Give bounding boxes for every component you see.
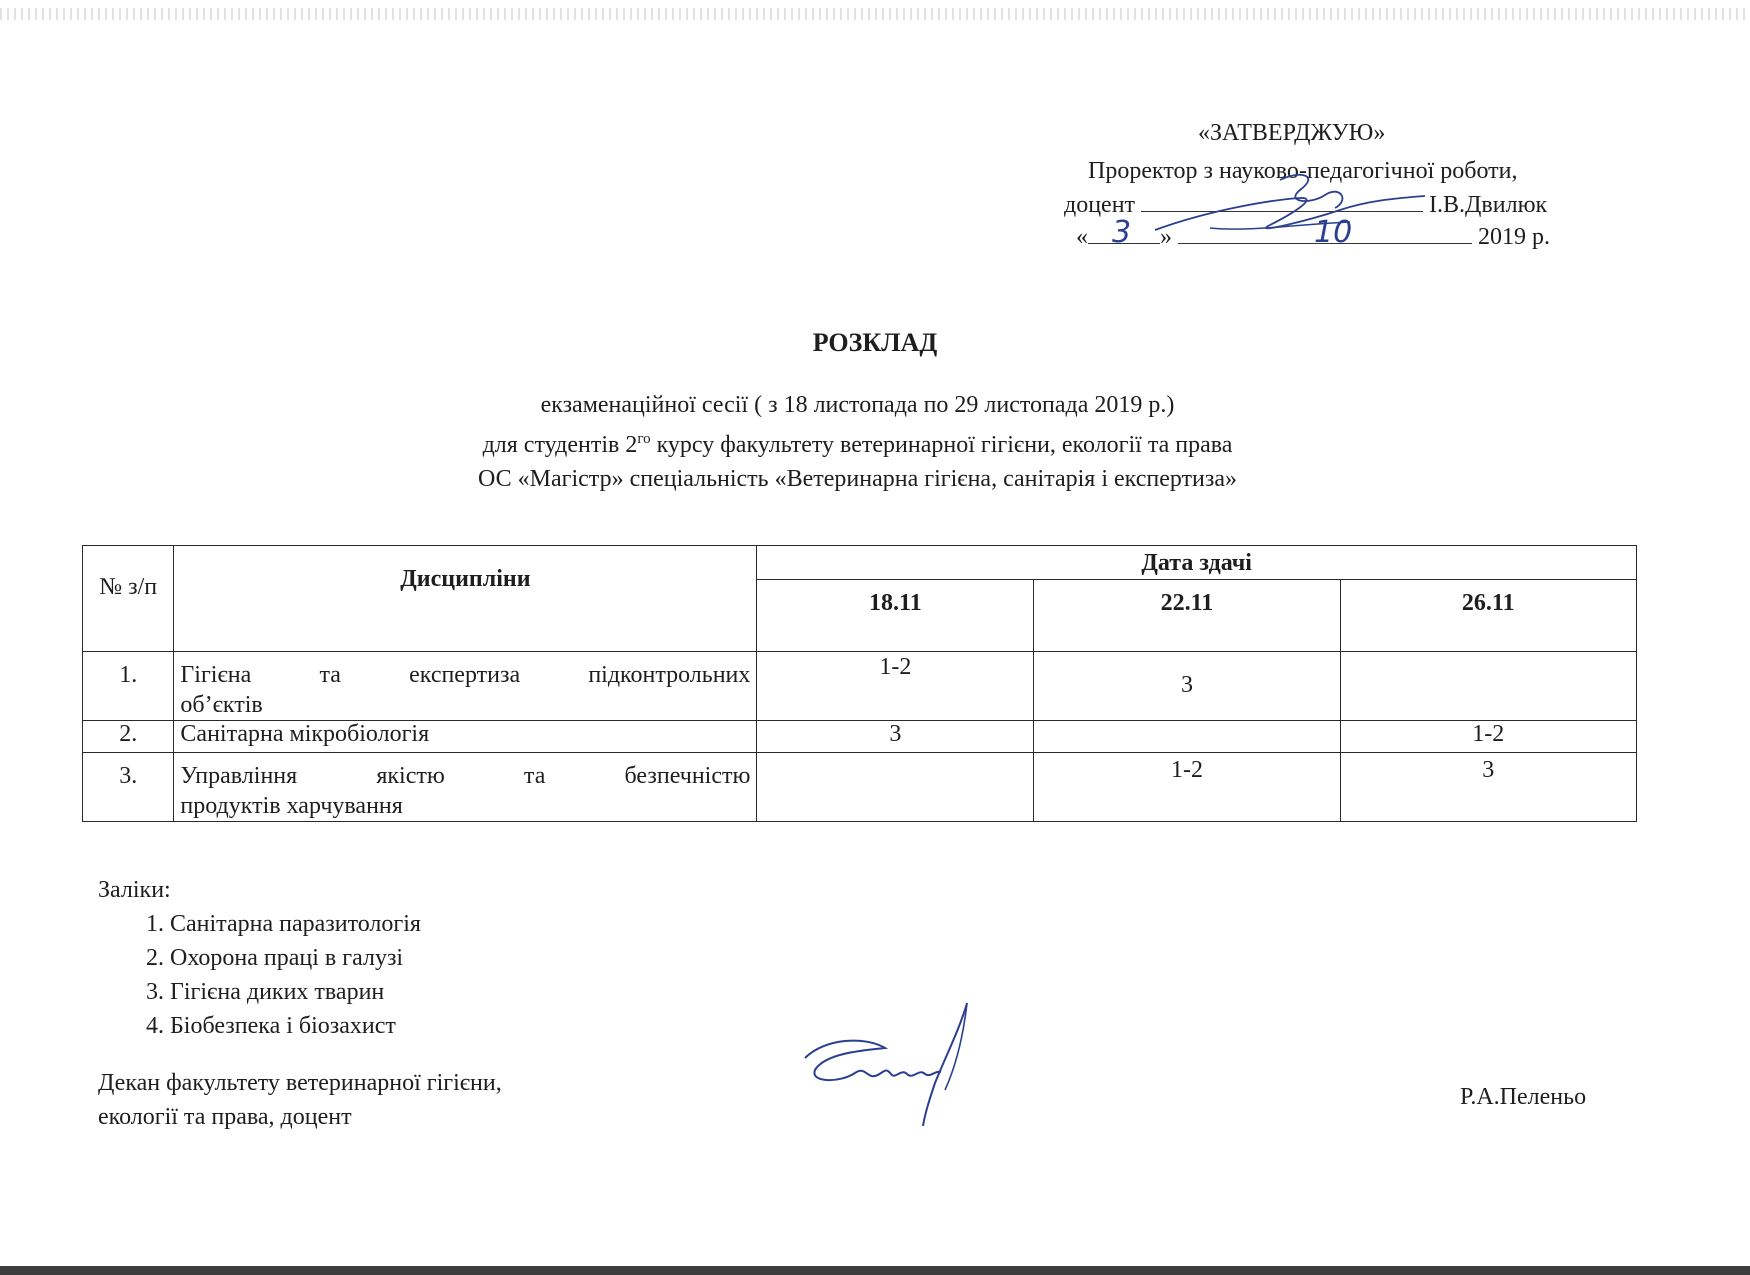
dean-signature-image (795, 998, 985, 1128)
row-discipline (174, 652, 757, 721)
subtitle-line-2 (0, 422, 1715, 462)
row-number: 3. (83, 753, 174, 822)
row-date-1 (757, 753, 1034, 822)
header-disciplines: Дисципліни (174, 546, 757, 652)
row-date-3: 1-2 (1340, 721, 1636, 753)
header-date: Дата здачі (757, 546, 1637, 580)
credits-item: 4. Біобезпека і біозахист (170, 1009, 421, 1043)
row-number: 1. (83, 652, 174, 721)
credits-item: 1. Санітарна паразитологія (170, 907, 421, 941)
scan-edge-top (0, 8, 1750, 20)
approval-position: Проректор з науково-педагогічної роботи, (1088, 158, 1518, 184)
row-discipline-line-1: Гігієна та експертиза підконтрольних (180, 662, 751, 688)
document-subtitle (0, 388, 1715, 496)
date-open-quote: « (1076, 224, 1088, 250)
subtitle-line-2-text: курсу факультету ветеринарної гігієни, екології та права (656, 432, 1233, 458)
dean-block (98, 1066, 502, 1134)
dean-title-line-2: екології та права, доцент (98, 1104, 352, 1130)
subtitle-line-3: ОС «Магістр» спеціальність «Ветеринарна гігієна, санітарія і експертиза» (478, 466, 1237, 492)
header-date-2: 22.11 (1034, 580, 1340, 652)
approval-signature-image (1150, 170, 1430, 250)
table-row (83, 753, 1637, 822)
subtitle-line-1: екзаменаційної сесії ( з 18 листопада по 29 листопада 2019 р.) (540, 392, 1175, 418)
header-date-1: 18.11 (757, 580, 1034, 652)
header-number: № з/п (83, 546, 174, 652)
credits-label: Заліки: (98, 877, 171, 903)
approval-name: І.В.Двилюк (1429, 192, 1548, 218)
scan-edge-bottom (0, 1266, 1750, 1275)
credits-section (98, 873, 421, 1043)
approval-month: 10 (1314, 215, 1353, 250)
row-discipline: Санітарна мікробіологія (174, 721, 757, 753)
credits-item: 2. Охорона праці в галузі (170, 941, 421, 975)
table-row (83, 721, 1637, 753)
approval-stamp: «ЗАТВЕРДЖУЮ» (1198, 120, 1386, 146)
document-title: РОЗКЛАД (812, 328, 938, 357)
dean-name: Р.А.Пеленьо (1460, 1084, 1587, 1110)
row-discipline (174, 753, 757, 822)
row-date-2: 3 (1034, 652, 1340, 721)
row-date-2 (1034, 721, 1340, 753)
table-header-row (83, 546, 1637, 580)
row-discipline-line-2: продуктів харчування (180, 793, 403, 819)
row-discipline-line-2: об’єктів (180, 692, 263, 718)
dean-title-line-1: Декан факультету ветеринарної гігієни, (98, 1070, 502, 1096)
row-number: 2. (83, 721, 174, 753)
row-date-1: 3 (757, 721, 1034, 753)
approval-day: 3 (1112, 215, 1132, 250)
row-date-1: 1-2 (757, 652, 1034, 721)
table-row (83, 652, 1637, 721)
approval-year: 2019 р. (1478, 224, 1550, 250)
subtitle-sup: го (637, 431, 651, 447)
exam-schedule-table (82, 545, 1637, 822)
row-date-3: 3 (1340, 753, 1636, 822)
credits-item: 3. Гігієна диких тварин (170, 975, 421, 1009)
approval-rank: доцент (1064, 192, 1136, 218)
row-date-2: 1-2 (1034, 753, 1340, 822)
date-close-quote: » (1160, 224, 1172, 250)
credits-list (98, 907, 421, 1043)
row-discipline-line-1: Управління якістю та безпечністю (180, 763, 751, 789)
header-date-3: 26.11 (1340, 580, 1636, 652)
subtitle-prefix: для студентів 2 (482, 432, 638, 458)
row-date-3 (1340, 652, 1636, 721)
